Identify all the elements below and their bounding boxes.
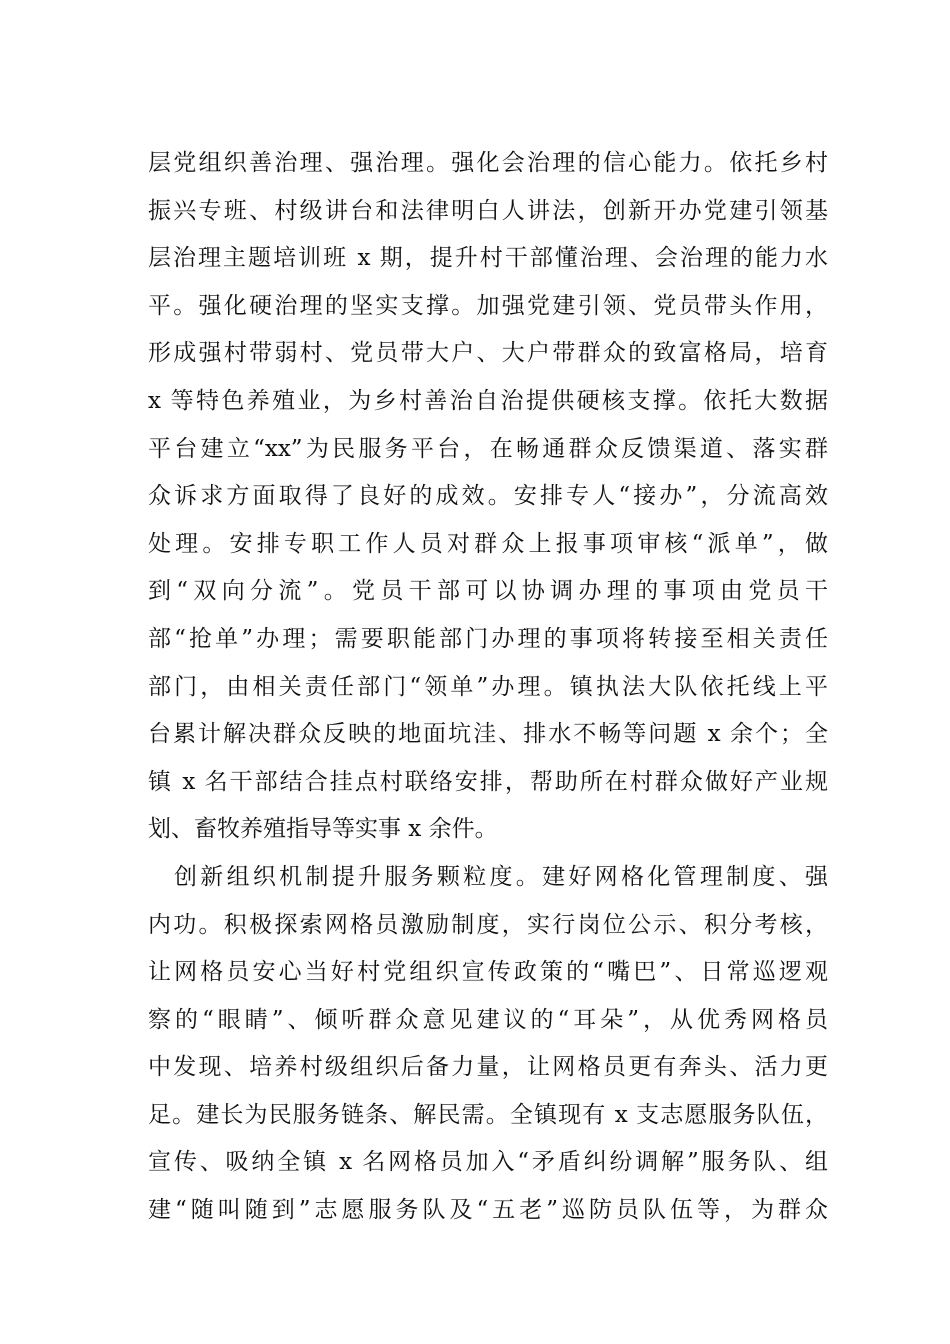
paragraph-1-line-2: 振兴专班、村级讲台和法律明白人讲法，创新开办党建引领基	[148, 197, 828, 224]
paragraph-1-line-6: x 等特色养殖业，为乡村善治自治提供硬核支撑。依托大数据	[148, 387, 828, 414]
paragraph-1-line-1: 层党组织善治理、强治理。强化会治理的信心能力。依托乡村	[148, 150, 828, 176]
paragraph-1-line-8: 众诉求方面取得了良好的成效。安排专人“接办”，分流高效	[148, 483, 828, 510]
paragraph-1-line-3: 层治理主题培训班 x 期，提升村干部懂治理、会治理的能力水	[148, 245, 828, 272]
paragraph-1-line-10: 到“双向分流”。党员干部可以协调办理的事项由党员干	[148, 578, 828, 605]
document-body	[148, 140, 828, 1235]
paragraph-1-line-14: 镇 x 名干部结合挂点村联络安排，帮助所在村群众做好产业规	[148, 768, 828, 795]
paragraph-2-line-4: 察的“眼睛”、倾听群众意见建议的“耳朵”，从优秀网格员	[148, 1006, 828, 1033]
paragraph-1-line-4: 平。强化硬治理的坚实支撑。加强党建引领、党员带头作用，	[148, 292, 828, 319]
paragraph-1-line-12: 部门，由相关责任部门“领单”办理。镇执法大队依托线上平	[148, 673, 828, 700]
paragraph-1-line-7: 平台建立“xx”为民服务平台，在畅通群众反馈渠道、落实群	[148, 435, 828, 462]
paragraph-2-line-7: 宣传、吸纳全镇 x 名网格员加入“矛盾纠纷调解”服务队、组	[148, 1149, 828, 1176]
paragraph-1-line-13: 台累计解决群众反映的地面坑洼、排水不畅等问题 x 余个；全	[148, 721, 828, 748]
paragraph-2-line-6: 足。建长为民服务链条、解民需。全镇现有 x 支志愿服务队伍，	[148, 1101, 828, 1128]
paragraph-2-line-8: 建“随叫随到”志愿服务队及“五老”巡防员队伍等，为群众	[148, 1197, 828, 1224]
paragraph-2-line-3: 让网格员安心当好村党组织宣传政策的“嘴巴”、日常巡逻观	[148, 959, 828, 986]
paragraph-2-line-1: 创新组织机制提升服务颗粒度。建好网格化管理制度、强	[174, 863, 828, 890]
paragraph-1-line-15: 划、畜牧养殖指导等实事 x 余件。	[148, 816, 498, 843]
paragraph-2-line-5: 中发现、培养村级组织后备力量，让网格员更有奔头、活力更	[148, 1054, 828, 1081]
paragraph-2-line-2: 内功。积极探索网格员激励制度，实行岗位公示、积分考核，	[148, 911, 828, 938]
paragraph-1-line-5: 形成强村带弱村、党员带大户、大户带群众的致富格局，培育	[148, 340, 828, 367]
paragraph-1-line-11: 部“抢单”办理；需要职能部门办理的事项将转接至相关责任	[148, 625, 828, 652]
paragraph-1-line-9: 处理。安排专职工作人员对群众上报事项审核“派单”，做	[148, 530, 828, 557]
